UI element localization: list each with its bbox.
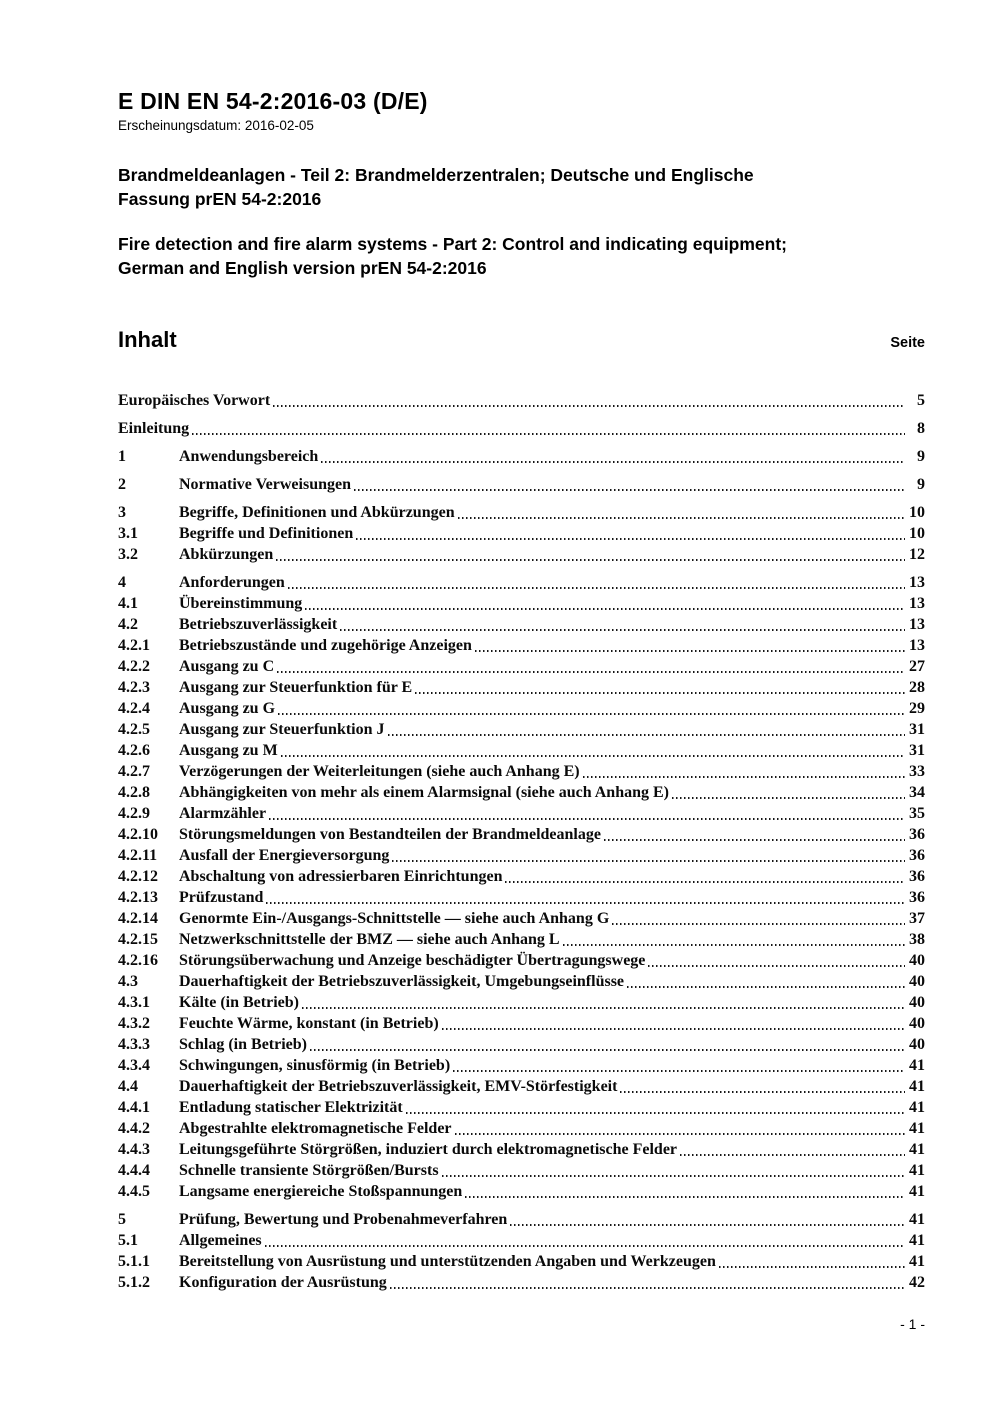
toc-entry-title: Feuchte Wärme, konstant (in Betrieb): [179, 1014, 439, 1032]
toc-entry-page: 41: [909, 1231, 925, 1249]
toc-entry-page: 10: [909, 503, 925, 521]
toc-entry-title: Entladung statischer Elektrizität: [179, 1098, 403, 1116]
toc-entry-number: 4.4.3: [118, 1140, 150, 1158]
toc-entry-page: 40: [909, 972, 925, 990]
toc-entry-page: 38: [909, 930, 925, 948]
toc-dotted-leader: [321, 461, 905, 463]
toc-entry-number: 4.3: [118, 972, 138, 990]
toc-entry-number: 4.2.7: [118, 762, 150, 780]
toc-entry-page: 41: [909, 1252, 925, 1270]
toc-entry: [118, 1230, 925, 1251]
toc-entry-page: 13: [909, 615, 925, 633]
toc-dotted-leader: [288, 587, 905, 589]
toc-entry-page: 41: [909, 1182, 925, 1200]
toc-entry-number: 5: [118, 1210, 126, 1228]
toc-dotted-leader: [340, 629, 905, 631]
toc-entry-title: Prüfung, Bewertung und Probenahmeverfahren: [179, 1210, 508, 1228]
toc-entry-title: Übereinstimmung: [179, 594, 303, 612]
toc-entry-number: 5.1.1: [118, 1252, 150, 1270]
toc-dotted-leader: [276, 559, 905, 561]
title-english: [118, 232, 925, 280]
toc-entry: [118, 929, 925, 950]
toc-dotted-leader: [672, 797, 905, 799]
toc-entry-title: Bereitstellung von Ausrüstung und unterstützenden Angaben und Werkzeugen: [179, 1252, 716, 1270]
toc-entry: [118, 1097, 925, 1118]
toc-entry-title: Netzwerkschnittstelle der BMZ — siehe auch Anhang L: [179, 930, 560, 948]
toc-dotted-leader: [356, 538, 905, 540]
toc-entry-number: 4.2.11: [118, 846, 158, 864]
toc-entry-number: 4: [118, 573, 126, 591]
toc-entry: [118, 698, 925, 719]
toc-dotted-leader: [192, 433, 905, 435]
toc-entry-number: 4.2.9: [118, 804, 150, 822]
toc-entry-title: Ausgang zu G: [179, 699, 276, 717]
toc-entry: [118, 1139, 925, 1160]
toc-dotted-leader: [265, 1245, 905, 1247]
toc-entry-number: 4.2.13: [118, 888, 158, 906]
toc-entry: [118, 845, 925, 866]
toc-entry-number: 4.2.5: [118, 720, 150, 738]
toc-entry-title: Kälte (in Betrieb): [179, 993, 299, 1011]
toc-dotted-leader: [277, 671, 905, 673]
toc-dotted-leader: [406, 1112, 905, 1114]
toc-entry-title: Ausgang zu C: [179, 657, 275, 675]
toc-entry-page: 36: [909, 846, 925, 864]
toc-entry-number: 4.2.2: [118, 657, 150, 675]
document-number: E DIN EN 54-2:2016-03 (D/E): [118, 88, 428, 114]
toc-entry-page: 33: [909, 762, 925, 780]
title-english-line2: German and English version prEN 54-2:2016: [118, 258, 487, 279]
toc-entry-number: 4.4.4: [118, 1161, 150, 1179]
toc-dotted-leader: [510, 1224, 905, 1226]
toc-entry-number: 4.3.1: [118, 993, 150, 1011]
document-header: [118, 88, 925, 281]
toc-entry-number: 1: [118, 447, 126, 465]
toc-dotted-leader: [475, 650, 905, 652]
toc-entry-title: Ausfall der Energieversorgung: [179, 846, 390, 864]
toc-entry-title: Ausgang zur Steuerfunktion J: [179, 720, 385, 738]
toc-entry-page: 40: [909, 1035, 925, 1053]
toc-entry: [118, 992, 925, 1013]
toc-dotted-leader: [266, 902, 905, 904]
toc-dotted-leader: [281, 755, 905, 757]
toc-entry-page: 41: [909, 1119, 925, 1137]
toc-entry: [118, 803, 925, 824]
toc-entry-number: 2: [118, 475, 126, 493]
toc-dotted-leader: [604, 839, 905, 841]
toc-entry: [118, 635, 925, 656]
toc-entry-page: 13: [909, 594, 925, 612]
toc-entry-page: 8: [917, 419, 925, 437]
toc-entry-title: Anwendungsbereich: [179, 447, 319, 465]
toc-entry-number: 4.2.14: [118, 909, 158, 927]
toc-entry: [118, 866, 925, 887]
toc-dotted-leader: [458, 517, 905, 519]
toc-entry: [118, 887, 925, 908]
toc-entry: [118, 740, 925, 761]
toc-entry: [118, 824, 925, 845]
toc-entry-number: 4.4: [118, 1077, 138, 1095]
toc-entry-page: 36: [909, 888, 925, 906]
toc-entry-page: 13: [909, 636, 925, 654]
toc-entry: [118, 950, 925, 971]
toc-entry-title: Betriebszuverlässigkeit: [179, 615, 338, 633]
toc-entry-number: 3.2: [118, 545, 138, 563]
title-german-line2: Fassung prEN 54-2:2016: [118, 189, 322, 210]
page-number-footer: - 1 -: [900, 1316, 925, 1332]
toc-entry-number: 4.2.8: [118, 783, 150, 801]
toc-entry-title: Ausgang zur Steuerfunktion für E: [179, 678, 413, 696]
toc-dotted-leader: [648, 965, 905, 967]
publication-date: Erscheinungsdatum: 2016-02-05: [118, 118, 314, 133]
toc-dotted-leader: [455, 1133, 905, 1135]
toc-entry-page: 36: [909, 825, 925, 843]
toc-entry: [118, 1076, 925, 1097]
toc-page-column-label: Seite: [890, 334, 925, 351]
toc-dotted-leader: [563, 944, 905, 946]
table-of-contents: [118, 390, 925, 1293]
toc-entry-number: 5.1: [118, 1231, 138, 1249]
toc-dotted-leader: [612, 923, 905, 925]
toc-entry-title: Europäisches Vorwort: [118, 391, 271, 409]
toc-entry-title: Abgestrahlte elektromagnetische Felder: [179, 1119, 452, 1137]
toc-entry: [118, 502, 925, 523]
toc-entry-page: 27: [909, 657, 925, 675]
toc-entry-number: 3.1: [118, 524, 138, 542]
toc-entry: [118, 1181, 925, 1202]
toc-entry-number: 3: [118, 503, 126, 521]
toc-entry: [118, 1160, 925, 1181]
toc-entry-title: Einleitung: [118, 419, 190, 437]
toc-dotted-leader: [453, 1070, 905, 1072]
toc-entry: [118, 1272, 925, 1293]
toc-entry-title: Normative Verweisungen: [179, 475, 351, 493]
toc-entry: [118, 474, 925, 495]
toc-entry: [118, 572, 925, 593]
toc-entry-title: Störungsmeldungen von Bestandteilen der Brandmeldeanlage: [179, 825, 601, 843]
toc-entry: [118, 908, 925, 929]
toc-entry-title: Störungsüberwachung und Anzeige beschädigter Übertragungswege: [179, 951, 646, 969]
toc-heading-row: [118, 327, 925, 353]
toc-entry-number: 4.4.1: [118, 1098, 150, 1116]
toc-dotted-leader: [305, 608, 905, 610]
toc-entry-page: 35: [909, 804, 925, 822]
toc-entry-page: 41: [909, 1077, 925, 1095]
toc-dotted-leader: [719, 1266, 905, 1268]
toc-entry-page: 12: [909, 545, 925, 563]
toc-entry-title: Dauerhaftigkeit der Betriebszuverlässigkeit, Umgebungseinflüsse: [179, 972, 625, 990]
toc-entry: [118, 761, 925, 782]
toc-entry: [118, 390, 925, 411]
toc-entry-page: 41: [909, 1140, 925, 1158]
toc-entry-number: 4.2: [118, 615, 138, 633]
toc-entry-title: Genormte Ein-/Ausgangs-Schnittstelle — siehe auch Anhang G: [179, 909, 610, 927]
toc-dotted-leader: [505, 881, 905, 883]
toc-entry-page: 28: [909, 678, 925, 696]
toc-dotted-leader: [388, 734, 905, 736]
toc-entry-page: 41: [909, 1210, 925, 1228]
toc-entry-number: 4.2.10: [118, 825, 158, 843]
toc-entry: [118, 593, 925, 614]
toc-entry-page: 41: [909, 1161, 925, 1179]
toc-entry-number: 4.2.16: [118, 951, 158, 969]
toc-entry: [118, 719, 925, 740]
toc-entry-page: 31: [909, 741, 925, 759]
toc-entry-number: 4.3.4: [118, 1056, 150, 1074]
toc-entry-number: 4.2.1: [118, 636, 150, 654]
toc-entry-number: 4.1: [118, 594, 138, 612]
toc-entry-number: 4.3.3: [118, 1035, 150, 1053]
toc-entry-page: 42: [909, 1273, 925, 1291]
toc-entry-page: 40: [909, 951, 925, 969]
toc-entry-title: Alarmzähler: [179, 804, 267, 822]
toc-entry-page: 34: [909, 783, 925, 801]
toc-entry-page: 37: [909, 909, 925, 927]
toc-dotted-leader: [680, 1154, 905, 1156]
toc-dotted-leader: [465, 1196, 905, 1198]
toc-entry-title: Allgemeines: [179, 1231, 262, 1249]
toc-entry-title: Anforderungen: [179, 573, 285, 591]
toc-entry: [118, 614, 925, 635]
title-german: [118, 163, 925, 211]
toc-dotted-leader: [415, 692, 905, 694]
toc-entry-page: 40: [909, 993, 925, 1011]
toc-dotted-leader: [278, 713, 905, 715]
toc-entry-title: Abhängigkeiten von mehr als einem Alarmsignal (siehe auch Anhang E): [179, 783, 669, 801]
toc-entry-number: 4.2.4: [118, 699, 150, 717]
toc-entry: [118, 418, 925, 439]
toc-entry-number: 4.3.2: [118, 1014, 150, 1032]
toc-entry-page: 36: [909, 867, 925, 885]
toc-dotted-leader: [390, 1287, 905, 1289]
toc-entry-title: Prüfzustand: [179, 888, 264, 906]
toc-entry-title: Abkürzungen: [179, 545, 274, 563]
toc-entry: [118, 544, 925, 565]
toc-entry-page: 5: [917, 391, 925, 409]
title-english-line1: Fire detection and fire alarm systems - Part 2: Control and indicating equipment;: [118, 234, 788, 255]
toc-entry-page: 40: [909, 1014, 925, 1032]
toc-entry: [118, 1251, 925, 1272]
toc-entry-page: 29: [909, 699, 925, 717]
toc-dotted-leader: [442, 1175, 905, 1177]
toc-dotted-leader: [302, 1007, 905, 1009]
toc-entry-number: 4.2.6: [118, 741, 150, 759]
toc-heading: Inhalt: [118, 326, 177, 352]
toc-dotted-leader: [310, 1049, 905, 1051]
toc-dotted-leader: [354, 489, 905, 491]
toc-entry: [118, 446, 925, 467]
toc-entry-title: Schwingungen, sinusförmig (in Betrieb): [179, 1056, 451, 1074]
toc-entry: [118, 1013, 925, 1034]
toc-entry: [118, 656, 925, 677]
toc-dotted-leader: [583, 776, 905, 778]
toc-dotted-leader: [392, 860, 905, 862]
toc-entry-title: Leitungsgeführte Störgrößen, induziert durch elektromagnetische Felder: [179, 1140, 678, 1158]
toc-dotted-leader: [269, 818, 905, 820]
toc-entry-title: Schnelle transiente Störgrößen/Bursts: [179, 1161, 439, 1179]
toc-entry: [118, 1118, 925, 1139]
toc-dotted-leader: [627, 986, 905, 988]
toc-entry-page: 9: [917, 447, 925, 465]
toc-entry: [118, 782, 925, 803]
toc-entry-title: Betriebszustände und zugehörige Anzeigen: [179, 636, 472, 654]
toc-entry-number: 4.4.5: [118, 1182, 150, 1200]
toc-entry: [118, 1055, 925, 1076]
toc-entry-title: Begriffe und Definitionen: [179, 524, 354, 542]
toc-entry: [118, 971, 925, 992]
toc-entry: [118, 1209, 925, 1230]
toc-entry-number: 4.2.3: [118, 678, 150, 696]
toc-dotted-leader: [620, 1091, 905, 1093]
toc-dotted-leader: [442, 1028, 905, 1030]
toc-entry-number: 4.2.12: [118, 867, 158, 885]
toc-entry: [118, 523, 925, 544]
toc-entry-title: Dauerhaftigkeit der Betriebszuverlässigkeit, EMV-Störfestigkeit: [179, 1077, 618, 1095]
toc-entry-number: 4.2.15: [118, 930, 158, 948]
toc-dotted-leader: [273, 405, 905, 407]
toc-entry-page: 13: [909, 573, 925, 591]
toc-entry-page: 41: [909, 1056, 925, 1074]
toc-entry-title: Verzögerungen der Weiterleitungen (siehe auch Anhang E): [179, 762, 580, 780]
toc-entry-title: Abschaltung von adressierbaren Einrichtungen: [179, 867, 503, 885]
toc-entry-title: Ausgang zu M: [179, 741, 278, 759]
toc-entry-title: Schlag (in Betrieb): [179, 1035, 307, 1053]
toc-entry: [118, 1034, 925, 1055]
toc-entry-page: 41: [909, 1098, 925, 1116]
toc-entry-title: Begriffe, Definitionen und Abkürzungen: [179, 503, 455, 521]
toc-entry-number: 4.4.2: [118, 1119, 150, 1137]
toc-entry-page: 31: [909, 720, 925, 738]
toc-entry: [118, 677, 925, 698]
toc-entry-title: Langsame energiereiche Stoßspannungen: [179, 1182, 463, 1200]
toc-entry-title: Konfiguration der Ausrüstung: [179, 1273, 387, 1291]
toc-entry-page: 10: [909, 524, 925, 542]
title-german-line1: Brandmeldeanlagen - Teil 2: Brandmelderzentralen; Deutsche und Englische: [118, 165, 754, 185]
toc-entry-number: 5.1.2: [118, 1273, 150, 1291]
toc-entry-page: 9: [917, 475, 925, 493]
